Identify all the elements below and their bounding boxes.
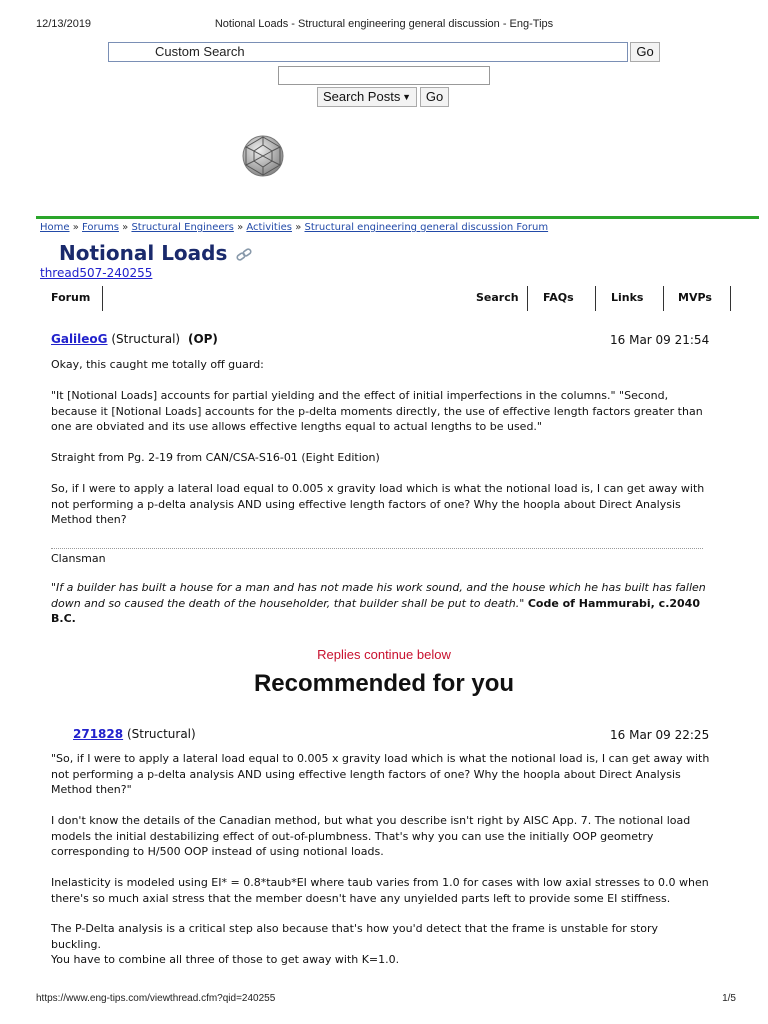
print-date: 12/13/2019 xyxy=(36,18,92,30)
nav-forum[interactable]: Forum xyxy=(51,291,91,304)
breadcrumb-separator: » xyxy=(237,222,244,233)
geodesic-sphere-logo-icon xyxy=(240,133,286,179)
post-date: 16 Mar 09 21:54 xyxy=(610,333,710,347)
breadcrumb-separator: » xyxy=(122,222,129,233)
search-posts-go-button[interactable]: Go xyxy=(420,87,449,107)
signature-quote-source: Code of Hammurabi, c.2040 B.C. xyxy=(51,596,700,625)
post-author-role: (Structural) xyxy=(126,727,196,741)
nav-divider xyxy=(527,286,528,311)
nav-links[interactable]: Links xyxy=(611,291,644,304)
nav-search[interactable]: Search xyxy=(476,291,519,304)
thread-id-link[interactable]: thread507-240255 xyxy=(40,266,153,280)
breadcrumb-separator: » xyxy=(295,222,302,233)
op-badge: (OP) xyxy=(187,332,218,346)
post-author-line xyxy=(73,727,196,741)
post-paragraph: The P-Delta analysis is a critical step also because that's how you'd detect that the frame is unstable for story buckling. xyxy=(51,922,659,951)
breadcrumb-activities[interactable]: Activities xyxy=(246,222,292,233)
print-page-title: Notional Loads - Structural engineering general discussion - Eng-Tips xyxy=(214,18,554,30)
nav-divider xyxy=(102,286,103,311)
post-paragraph: Inelasticity is modeled using EI* = 0.8*taub*EI where taub varies from 1.0 for cases with low axial stresses to 0.0 when there's so much axial stress that the member doesn't have any unyielded parts left to provide some EI stiffness. xyxy=(51,876,709,905)
post-paragraph: So, if I were to apply a lateral load equal to 0.005 x gravity load which is what the notional load is, I can get away with not performing a p-delta analysis AND using effective length factors of one? Why the hoopla about Direct Analysis Method then? xyxy=(51,482,705,526)
print-page-number: 1/5 xyxy=(722,993,736,1004)
recommended-heading: Recommended for you xyxy=(253,670,515,697)
dropdown-arrow-icon: ▼ xyxy=(402,92,411,102)
custom-search-input[interactable]: Custom Search xyxy=(108,42,628,62)
post-paragraph: "So, if I were to apply a lateral load equal to 0.005 x gravity load which is what the notional load is, I can get away with not performing a p-delta analysis AND using effective length factors of one? Why the hoopla about Direct Analysis Method then?" xyxy=(51,752,710,796)
breadcrumb-forums[interactable]: Forums xyxy=(82,222,119,233)
nav-divider xyxy=(663,286,664,311)
breadcrumb xyxy=(40,222,548,233)
post-paragraph: Straight from Pg. 2-19 from CAN/CSA-S16-01 (Eight Edition) xyxy=(51,451,380,464)
post-author-line xyxy=(51,332,218,346)
post-author-link[interactable]: GalileoG xyxy=(51,332,108,346)
breadcrumb-forum[interactable]: Structural engineering general discussion Forum xyxy=(304,222,549,233)
post-date: 16 Mar 09 22:25 xyxy=(610,728,710,742)
signature-quote xyxy=(51,580,711,627)
chain-link-icon[interactable] xyxy=(236,243,252,267)
signature-quote-text: "If a builder has built a house for a man and has not made his work sound, and the house which he has built has fallen down and so caused the death of the householder, that builder shall be put to death." xyxy=(51,581,706,610)
print-url: https://www.eng-tips.com/viewthread.cfm?qid=240255 xyxy=(36,993,276,1004)
thread-title-text: Notional Loads xyxy=(59,241,228,265)
search-posts-select-value: Search Posts xyxy=(323,89,401,104)
nav-faqs[interactable]: FAQs xyxy=(543,291,574,304)
search-go-button[interactable]: Go xyxy=(630,42,660,62)
post-paragraph: "It [Notional Loads] accounts for partial yielding and the effect of initial imperfections in the columns." "Second, because it [Notional Loads] accounts for the p-delta moments directly, the use of effective length factors greater than one are obviated and its use allows effective lengths equal to actual lengths to be used." xyxy=(51,389,703,433)
post-paragraph: Okay, this caught me totally off guard: xyxy=(51,358,264,371)
replies-continue-notice: Replies continue below xyxy=(317,647,451,662)
breadcrumb-separator: » xyxy=(72,222,79,233)
post-author-role: (Structural) xyxy=(111,332,181,346)
nav-divider xyxy=(730,286,731,311)
breadcrumb-home[interactable]: Home xyxy=(40,222,70,233)
nav-mvps[interactable]: MVPs xyxy=(678,291,712,304)
post-author-link[interactable]: 271828 xyxy=(73,727,124,741)
signature-name: Clansman xyxy=(51,552,106,565)
signature-divider xyxy=(51,548,703,549)
breadcrumb-structural-engineers[interactable]: Structural Engineers xyxy=(131,222,234,233)
thread-title xyxy=(59,241,252,267)
post-paragraph: You have to combine all three of those to get away with K=1.0. xyxy=(51,953,400,966)
header-divider xyxy=(36,216,759,219)
nav-divider xyxy=(595,286,596,311)
search-posts-input[interactable] xyxy=(278,66,490,85)
post-paragraph: I don't know the details of the Canadian method, but what you describe isn't right by AISC App. 7. The notional load models the initial destabilizing effect of out-of-plumbness. That's why you can use the initially OOP geometry corresponding to H/500 OOP instead of using notional loads. xyxy=(51,814,691,858)
search-posts-select[interactable] xyxy=(317,87,417,107)
